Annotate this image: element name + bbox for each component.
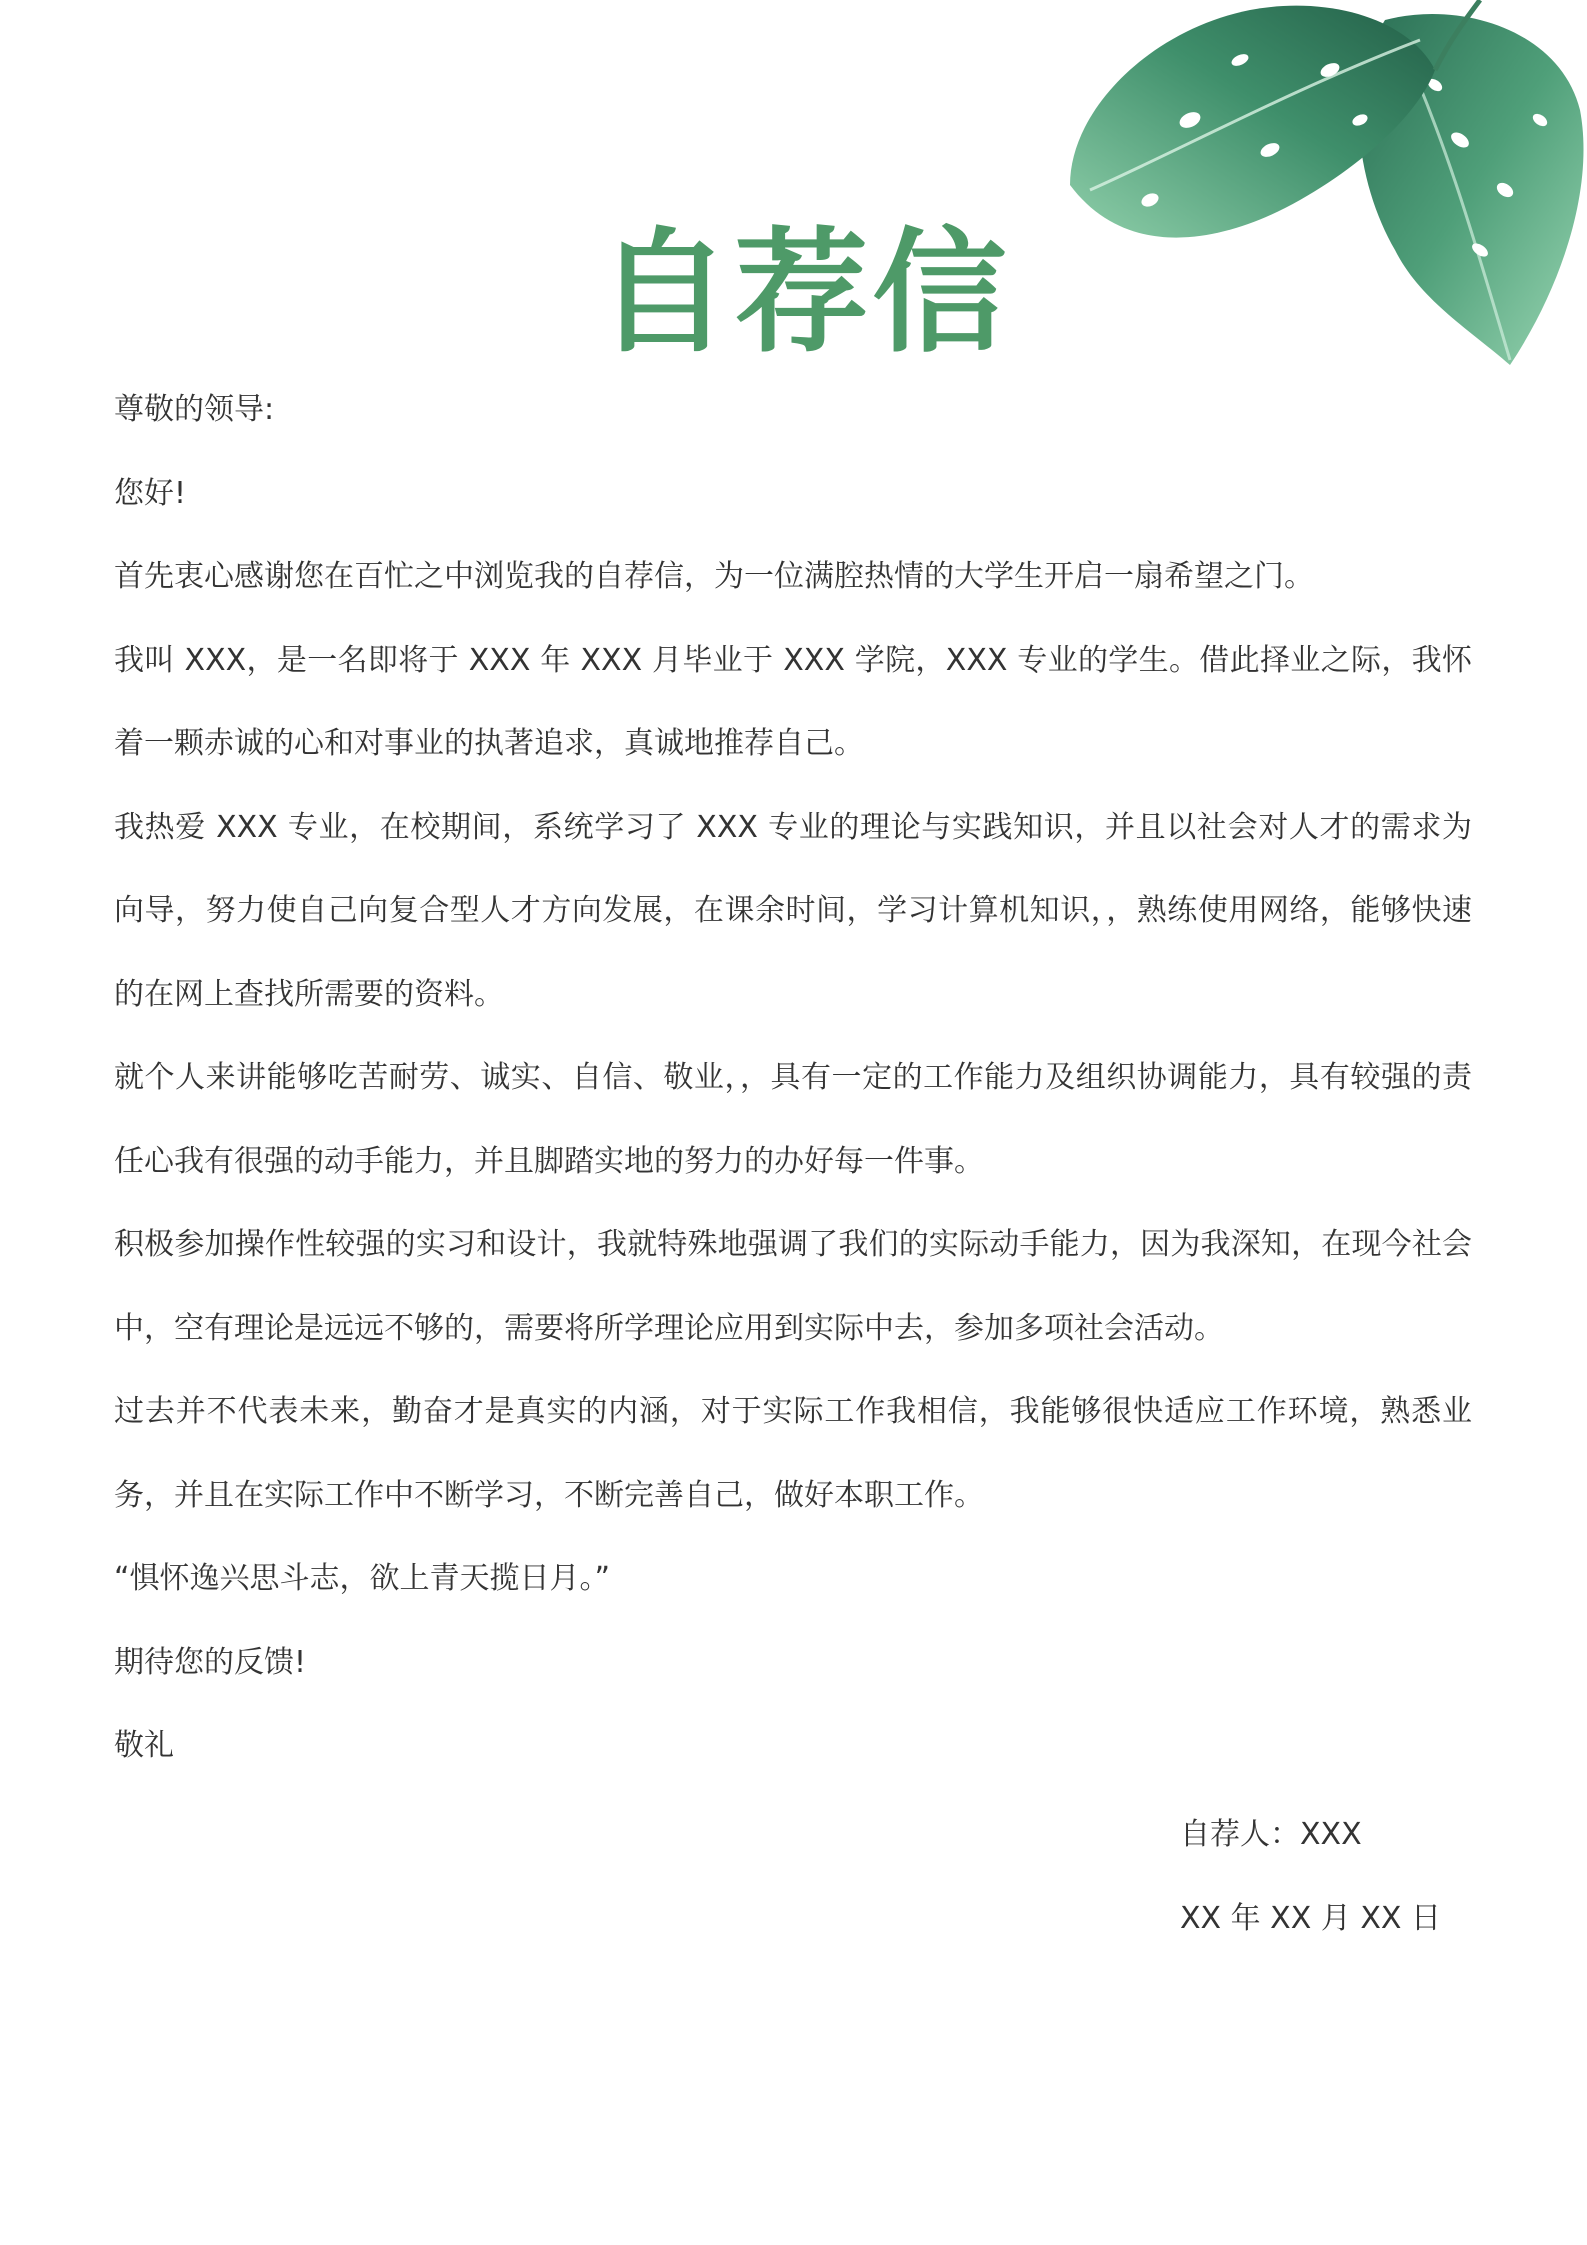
salutation: 尊敬的领导: [114, 392, 275, 427]
signature-date: XX 年 XX 月 XX 日 [1180, 1900, 1441, 1936]
closing-expect: 期待您的反馈! [114, 1644, 307, 1680]
letter-body [114, 368, 1472, 1788]
paragraph-2: 我叫 XXX，是一名即将于 XXX 年 XXX 月毕业于 XXX 学院，XXX 专业的学生。借此择业之际，我怀着一颗赤诚的心和对事业的执著追求，真诚地推荐自己。 [114, 642, 1472, 761]
paragraph-6: 过去并不代表未来，勤奋才是真实的内涵，对于实际工作我相信，我能够很快适应工作环境，熟悉业务，并且在实际工作中不断学习，不断完善自己，做好本职工作。 [114, 1394, 1472, 1513]
paragraph-3: 我热爱 XXX 专业，在校期间，系统学习了 XXX 专业的理论与实践知识，并且以社会对人才的需求为向导，努力使自己向复合型人才方向发展，在课余时间，学习计算机知识，，熟练使用网络，能够快速的在网上查找所需要的资料。 [114, 809, 1472, 1012]
page-title: 自荐信 [596, 215, 1011, 371]
quote: “惧怀逸兴思斗志，欲上青天揽日月。” [114, 1561, 611, 1596]
greeting: 您好! [114, 475, 187, 511]
paragraph-5: 积极参加操作性较强的实习和设计，我就特殊地强调了我们的实际动手能力，因为我深知，在现今社会中，空有理论是远远不够的，需要将所学理论应用到实际中去，参加多项社会活动。 [114, 1227, 1472, 1346]
signature-name: 自荐人：XXX [1180, 1817, 1362, 1852]
paragraph-1: 首先衷心感谢您在百忙之中浏览我的自荐信，为一位满腔热情的大学生开启一扇希望之门。 [114, 559, 1314, 594]
paragraph-4: 就个人来讲能够吃苦耐劳、诚实、自信、敬业，，具有一定的工作能力及组织协调能力，具有较强的责任心我有很强的动手能力，并且脚踏实地的努力的办好每一件事。 [114, 1060, 1472, 1179]
closing-regards: 敬礼 [114, 1728, 174, 1763]
signature-block [1180, 1793, 1441, 1960]
